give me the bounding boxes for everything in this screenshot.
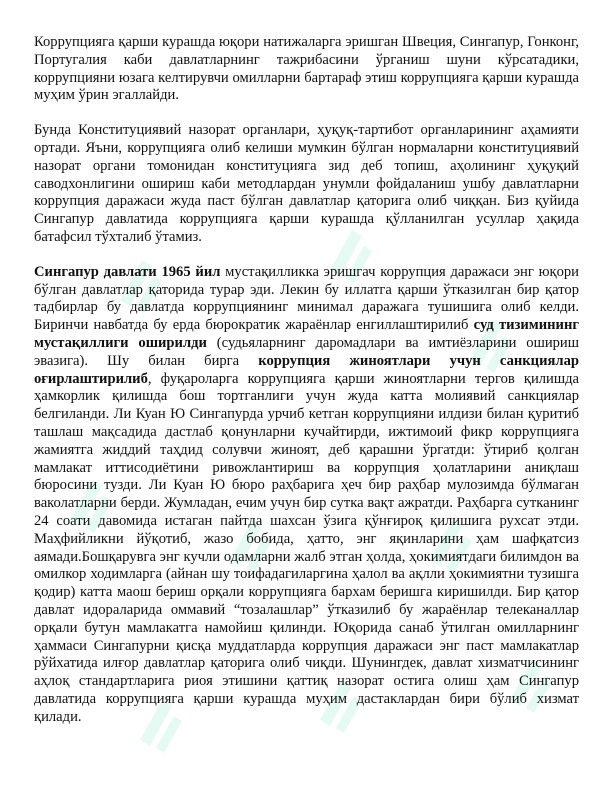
- text-segment: Бунда Конституциявий назорат органлари, ҳуқуқ-тартибот органларининг аҳамияти ортади. Яъни, коррупцияга олиб келиши мумкин бўлган нормаларни конституциявий назорат органи томонидан конституцияга зид деб топиш, аҳолининг ҳуқуқий саводхонлигини ошириш каби методлардан унумли фойдаланиш ушбу давлатларни коррупция даражаси жуда паст бўлган давлатлар қаторига олиб чиққан. Биз қуйида Сингапур давлатида коррупцияга қарши курашда қўлланилган усуллар ҳақида батафсил тўхталиб ўтамиз.: [34, 122, 579, 245]
- text-segment: (судьяларнинг даромадлари ва имтиёзларини ошириш эвазига). Шу билан бирга: [34, 334, 579, 369]
- document-body: [34, 34, 579, 743]
- paragraph-2: [34, 122, 579, 247]
- text-segment: , фуқароларга коррупцияга қарши жиноятларни тергов қилишда ҳамкорлик қилишда бош тортганлиги учун жуда катта молиявий санкциялар белгиланди. Ли Куан Ю Сингапурда урчиб кетган коррупцияни илдизи билан қуритиб ташлаш мақсадида дастлаб қонунларни кучайтирди, ижтимоий фикр коррупцияга жамиятга жиддий таҳдид солувчи жиноят, деб қарашни ўргатди: ўтириб қолган мамлакат иттисодиётини ривожлантириш ва коррупция ҳолатларини аниқлаш бюросини тузди. Ли Куан Ю бюро раҳбарига ҳеч бир раҳбар мулозимда бўлмаган ваколатларни берди. Жумладан, ечим учун бир сутка вақт ажратди. Раҳбарга сутканинг 24 соати давомида истаган пайтда шахсан ўзига қўнғироқ қилишига рухсат этди. Маҳфийликни йўқотиб, жазо бобида, ҳатто, энг яқинларини ҳам шафқатсиз аямади.Бошқарувга энг кучли одамларни жалб этган ҳолда, ҳокимиятдаги билимдон ва омилкор ходимларга (айнан шу тоифадагиларгина ҳалол ва ақлли ҳокимиятни тузишга қодир) катта маош бериш орқали коррупцияга бархам беришга киришилди. Бир қатор давлат идораларида оммавий “тозалашлар” ўтказилиб бу жараёнлар телеканаллар орқали бутун мамлакатга намойиш қилинди. Юқорида санаб ўтилган омилларнинг ҳаммаси Сингапурни қисқа муддатларда коррупция даражаси энг паст мамлакатлар рўйхатида илғор давлатлар қаторига олиб чиқди. Шунингдек, давлат хизматчисининг аҳлоқ стандартларига риоя этишини қаттиқ назорат остига олиш ҳам Сингапур давлатида коррупцияга қарши курашда муҳим дастаклардан бири бўлиб хизмат қилади.: [34, 370, 579, 725]
- paragraph-3: [34, 264, 579, 727]
- text-segment: мустақилликка эришгач коррупция даражаси энг юқори бўлган давлатлар қаторида турар эди. Лекин бу иллатга қарши ўтказилган бир қатор тадбирлар бу давлатда коррупциянинг минимал даражага тушишига олиб келди. Биринчи навбатда бу ерда бюрократик жараёнлар енгиллаштирилиб: [34, 263, 579, 334]
- paragraph-1: [34, 34, 579, 105]
- text-segment: Коррупцияга қарши курашда юқори натижаларга эришган Швеция, Сингапур, Гонконг, Португалия каби давлатларнинг тажрибасини ўрганиш шуни кўрсатадики, коррупцияни юзага келтирувчи омилларни бартараф этиш коррупцияга қарши курашда муҳим ўрин эгаллайди.: [34, 34, 579, 104]
- bold-text-segment: Сингапур давлати 1965 йил: [34, 263, 221, 280]
- bold-text-segment: суд тизимининг мустақиллиги оширилди: [34, 317, 579, 351]
- bold-text-segment: коррупция жиноятлари учун санкциялар оғирлаштирилиб: [34, 352, 579, 387]
